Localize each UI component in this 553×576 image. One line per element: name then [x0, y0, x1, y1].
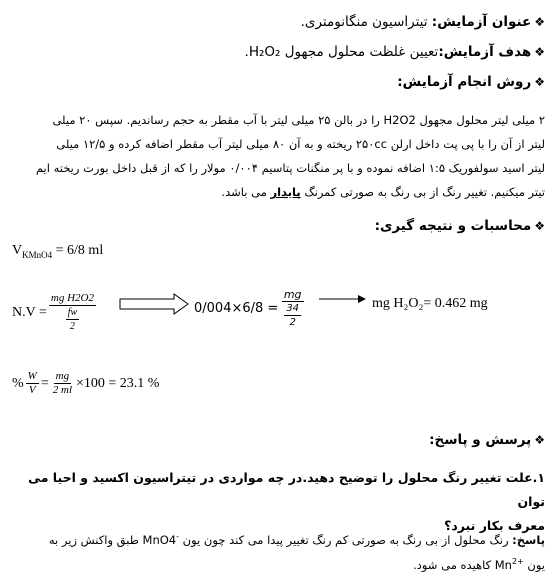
diamond-bullet-icon: ❖ [534, 433, 545, 447]
hollow-arrow-icon [118, 293, 190, 315]
calculations-label: محاسبات و نتیجه گیری: [374, 218, 532, 234]
qa-label: پرسش و پاسخ: [429, 432, 532, 448]
method-heading [8, 74, 545, 90]
nested-fraction [66, 306, 79, 333]
mid-expression-text: 0/004×6/8 = [194, 301, 279, 316]
percent-result: ×100 = 23.1 % [76, 375, 160, 391]
mid-expression [194, 288, 307, 329]
procedure-line [8, 180, 545, 204]
ion-mno4 [143, 533, 179, 547]
stable-word: پایدار [270, 185, 301, 199]
fraction-numerator: mg H2O2 [50, 292, 94, 304]
volume-subscript: KMnO4 [22, 249, 53, 260]
question-line: ۱.علت تغییر رنگ محلول را توضیح دهید.در چه مواردی در تیتراسیون اکسید و احیا می توان [28, 470, 545, 509]
question-line: معرف بکار نبرد؟ [444, 518, 545, 533]
answer-text: یون [523, 557, 545, 572]
fraction-mg-2ml [51, 370, 74, 397]
goal-label: هدف آزمایش: [438, 44, 532, 60]
diamond-bullet-icon: ❖ [534, 15, 545, 29]
answer-text-end: کاهیده می شود. [413, 557, 495, 572]
fraction-denominator: V [28, 384, 36, 396]
answer-label: پاسخ: [512, 532, 545, 547]
nv-equation [12, 292, 98, 333]
result-h2o2: mg H₂O₂= 0.462 mg [372, 296, 488, 311]
nested-numerator: fw [67, 307, 78, 318]
diamond-bullet-icon: ❖ [534, 75, 545, 89]
ion-mn-text: Mn [494, 557, 512, 572]
percent-equation [12, 370, 159, 397]
fraction-denominator [62, 306, 83, 333]
fraction-w-v [26, 370, 39, 397]
nv-label: N.V = [12, 304, 47, 320]
volume-line [12, 243, 103, 260]
fraction-mg-34 [280, 288, 305, 329]
answer-text: رنگ محلول از بی رنگ به صورتی کم رنگ تغییر پیدا می کند چون یون [179, 532, 513, 547]
experiment-goal [8, 44, 545, 60]
calculations-heading [8, 218, 545, 234]
fraction-numerator: mg [55, 370, 70, 382]
fraction-denominator [280, 302, 305, 329]
arrow-right-icon [318, 294, 368, 304]
goal-value: تعیین غلظت محلول مجهول [280, 44, 439, 60]
answer-text-end: طبق واکنش زیر به [48, 532, 143, 547]
procedure-line: ۲ میلی لیتر محلول مجهول H2O2 را در بالن ۲۵ میلی لیتر با آب مقطر به حجم رساندیم. سپس ۲۰ میلی [52, 113, 545, 127]
procedure-paragraph [8, 108, 545, 204]
answer-line [8, 551, 545, 576]
fraction-denominator: 2 ml [52, 384, 72, 396]
nested-denominator: 2 [289, 317, 296, 328]
goal-formula: H₂O₂ [248, 44, 281, 60]
ion-mn-charge: 2+ [511, 556, 524, 566]
procedure-last-end: می باشد. [221, 185, 271, 199]
diamond-bullet-icon: ❖ [534, 45, 545, 59]
nested-denominator: 2 [69, 321, 75, 332]
fraction-numerator: mg [283, 288, 302, 301]
nested-fraction [284, 302, 301, 329]
volume-value: = 6/8 ml [52, 243, 104, 258]
fraction-numerator: W [27, 370, 37, 382]
title-value: تیتراسیون منگانومتری. [300, 14, 432, 30]
diamond-bullet-icon: ❖ [534, 219, 545, 233]
ion-mn [495, 558, 524, 572]
equals-sign: = [40, 375, 49, 391]
percent-sign: % [12, 375, 24, 391]
answer-1 [8, 526, 545, 576]
procedure-line: لیتر اسید سولفوریک ۱:۵ اضافه نموده و با پر منگنات پتاسیم ۰/۰۰۴ مولار را که از قبل داخل بورت ریخته ایم [35, 161, 545, 175]
qa-heading [8, 432, 545, 448]
ion-mno4-charge: - [176, 532, 180, 541]
procedure-line: لیتر از آن را با پی پت داخل ارلن ۲۵۰cc ریخته و به آن ۸۰ میلی لیتر آب مقطر اضافه کرده و ۱۲/۵ میلی [56, 137, 545, 151]
experiment-title [8, 14, 545, 30]
fraction-mg-h2o2 [49, 292, 96, 333]
procedure-last-text: تیتر میکنیم. تغییر رنگ از بی رنگ به صورتی کمرنگ [300, 185, 545, 199]
method-label: روش انجام آزمایش: [397, 74, 532, 90]
answer-line [8, 526, 545, 551]
title-label: عنوان آزمایش: [431, 14, 532, 30]
volume-symbol: V [12, 243, 23, 258]
goal-end: . [244, 44, 249, 60]
ion-mno4-text: MnO4 [142, 532, 177, 547]
nested-numerator: 34 [286, 303, 300, 314]
